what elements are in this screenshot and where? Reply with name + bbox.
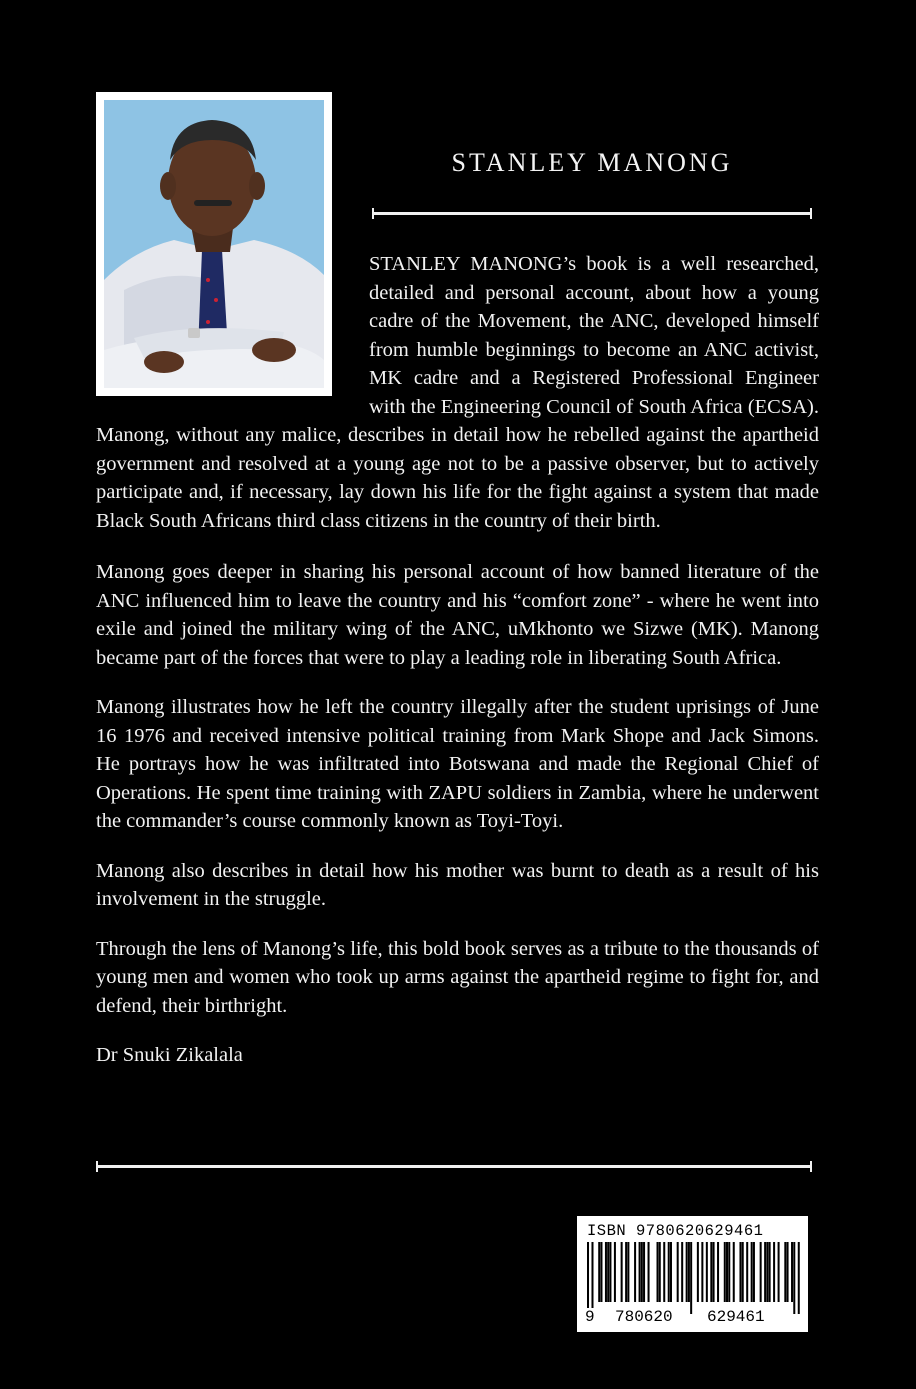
barcode-bar <box>634 1242 636 1302</box>
barcode-bar <box>605 1242 607 1302</box>
barcode-bar <box>659 1242 661 1302</box>
barcode-bar <box>769 1242 771 1302</box>
barcode-bar <box>746 1242 748 1302</box>
barcode-bar <box>784 1242 786 1302</box>
barcode-bar <box>657 1242 659 1302</box>
barcode-bar <box>607 1242 609 1302</box>
barcode-bar <box>728 1242 730 1302</box>
barcode-bar <box>609 1242 611 1302</box>
barcode-bar <box>778 1242 780 1302</box>
barcode-bar <box>639 1242 641 1302</box>
barcode-bar <box>760 1242 762 1302</box>
bottom-divider-rule <box>96 1165 812 1168</box>
author-name-heading: STANLEY MANONG <box>451 148 733 177</box>
barcode-bar <box>600 1242 602 1302</box>
barcode-bar <box>688 1242 690 1302</box>
barcode-bar <box>598 1242 600 1302</box>
barcode-bar <box>648 1242 650 1302</box>
barcode-bar <box>701 1242 703 1302</box>
barcode-bar <box>793 1242 795 1314</box>
blurb-text <box>96 250 819 1091</box>
barcode-bar <box>591 1242 593 1314</box>
barcode-bar <box>751 1242 753 1302</box>
barcode-bar <box>690 1242 692 1314</box>
barcode-bar <box>670 1242 672 1302</box>
barcode-bar <box>614 1242 616 1302</box>
barcode-bar <box>742 1242 744 1302</box>
top-divider-rule <box>372 212 812 215</box>
blurb-paragraph-1: STANLEY MANONG’s book is a well researched, detailed and personal account, about how a young cadre of the Movement, the ANC, developed himself from humble beginnings to become an ANC activist, MK cadre and a Registered Professional Engineer with the Engineering Council of South Africa (ECSA). Manong, without any malice, describes in detail how he rebelled against the apartheid government and resolved at a young age not to be a passive observer, but to actively participate and, if necessary, lay down his life for the fight against a system that made Black South Africans third class citizens in the country of their birth. <box>96 253 819 532</box>
barcode-bar <box>766 1242 768 1302</box>
barcode-bar <box>686 1242 688 1302</box>
barcode-bar <box>739 1242 741 1302</box>
barcode-bar <box>773 1242 775 1302</box>
blurb-signature: Dr Snuki Zikalala <box>96 1044 243 1066</box>
barcode-bar <box>641 1242 643 1302</box>
barcode-bar <box>677 1242 679 1302</box>
barcode-bar <box>681 1242 683 1302</box>
isbn-digit-group-left: 780620 <box>615 1308 673 1326</box>
isbn-digit-group-right: 629461 <box>707 1308 765 1326</box>
barcode-bar <box>663 1242 665 1302</box>
barcode-bar <box>787 1242 789 1302</box>
barcode-bar <box>587 1242 589 1314</box>
blurb-paragraph-3: Manong illustrates how he left the country illegally after the student uprisings of June 16 1976 and received intensive political training from Mark Shope and Jack Simons. He portrays how he was infiltrated into Botswana and made the Regional Chief of Operations. He spent time training with ZAPU soldiers in Zambia, where he underwent the commander’s course commonly known as Toyi-Toyi. <box>96 696 819 832</box>
barcode-bar <box>627 1242 629 1302</box>
barcode-bar <box>791 1242 793 1302</box>
barcode-bar <box>726 1242 728 1302</box>
blurb-paragraph-2: Manong goes deeper in sharing his personal account of how banned literature of the ANC influenced him to leave the country and his “comfort zone” - where he went into exile and joined the military wing of the ANC, uMkhonto we Sizwe (MK). Manong became part of the forces that were to play a leading role in liberating South Africa. <box>96 561 819 669</box>
photo-wrap-spacer <box>96 250 369 420</box>
barcode-bar <box>764 1242 766 1302</box>
isbn-barcode-box <box>577 1216 808 1332</box>
barcode-bar <box>668 1242 670 1302</box>
barcode-bar <box>798 1242 800 1314</box>
barcode-bar <box>753 1242 755 1302</box>
blurb-paragraph-5: Through the lens of Manong’s life, this bold book serves as a tribute to the thousands of young men and women who took up arms against the apartheid regime to fight for, and defend, their birthright. <box>96 937 819 1017</box>
isbn-label: ISBN 9780620629461 <box>587 1222 764 1240</box>
barcode-bar <box>713 1242 715 1302</box>
barcode-bar <box>710 1242 712 1302</box>
barcode-bar <box>643 1242 645 1302</box>
blurb-paragraph-4: Manong also describes in detail how his mother was burnt to death as a result of his involvement in the struggle. <box>96 859 819 910</box>
isbn-digit-first: 9 <box>585 1308 595 1326</box>
barcode-bar <box>697 1242 699 1302</box>
barcode-bar <box>621 1242 623 1302</box>
barcode-bar <box>625 1242 627 1302</box>
barcode-bar <box>717 1242 719 1302</box>
barcode-bars <box>587 1242 800 1314</box>
barcode-bar <box>733 1242 735 1302</box>
barcode-bar <box>706 1242 708 1302</box>
barcode-bar <box>724 1242 726 1302</box>
